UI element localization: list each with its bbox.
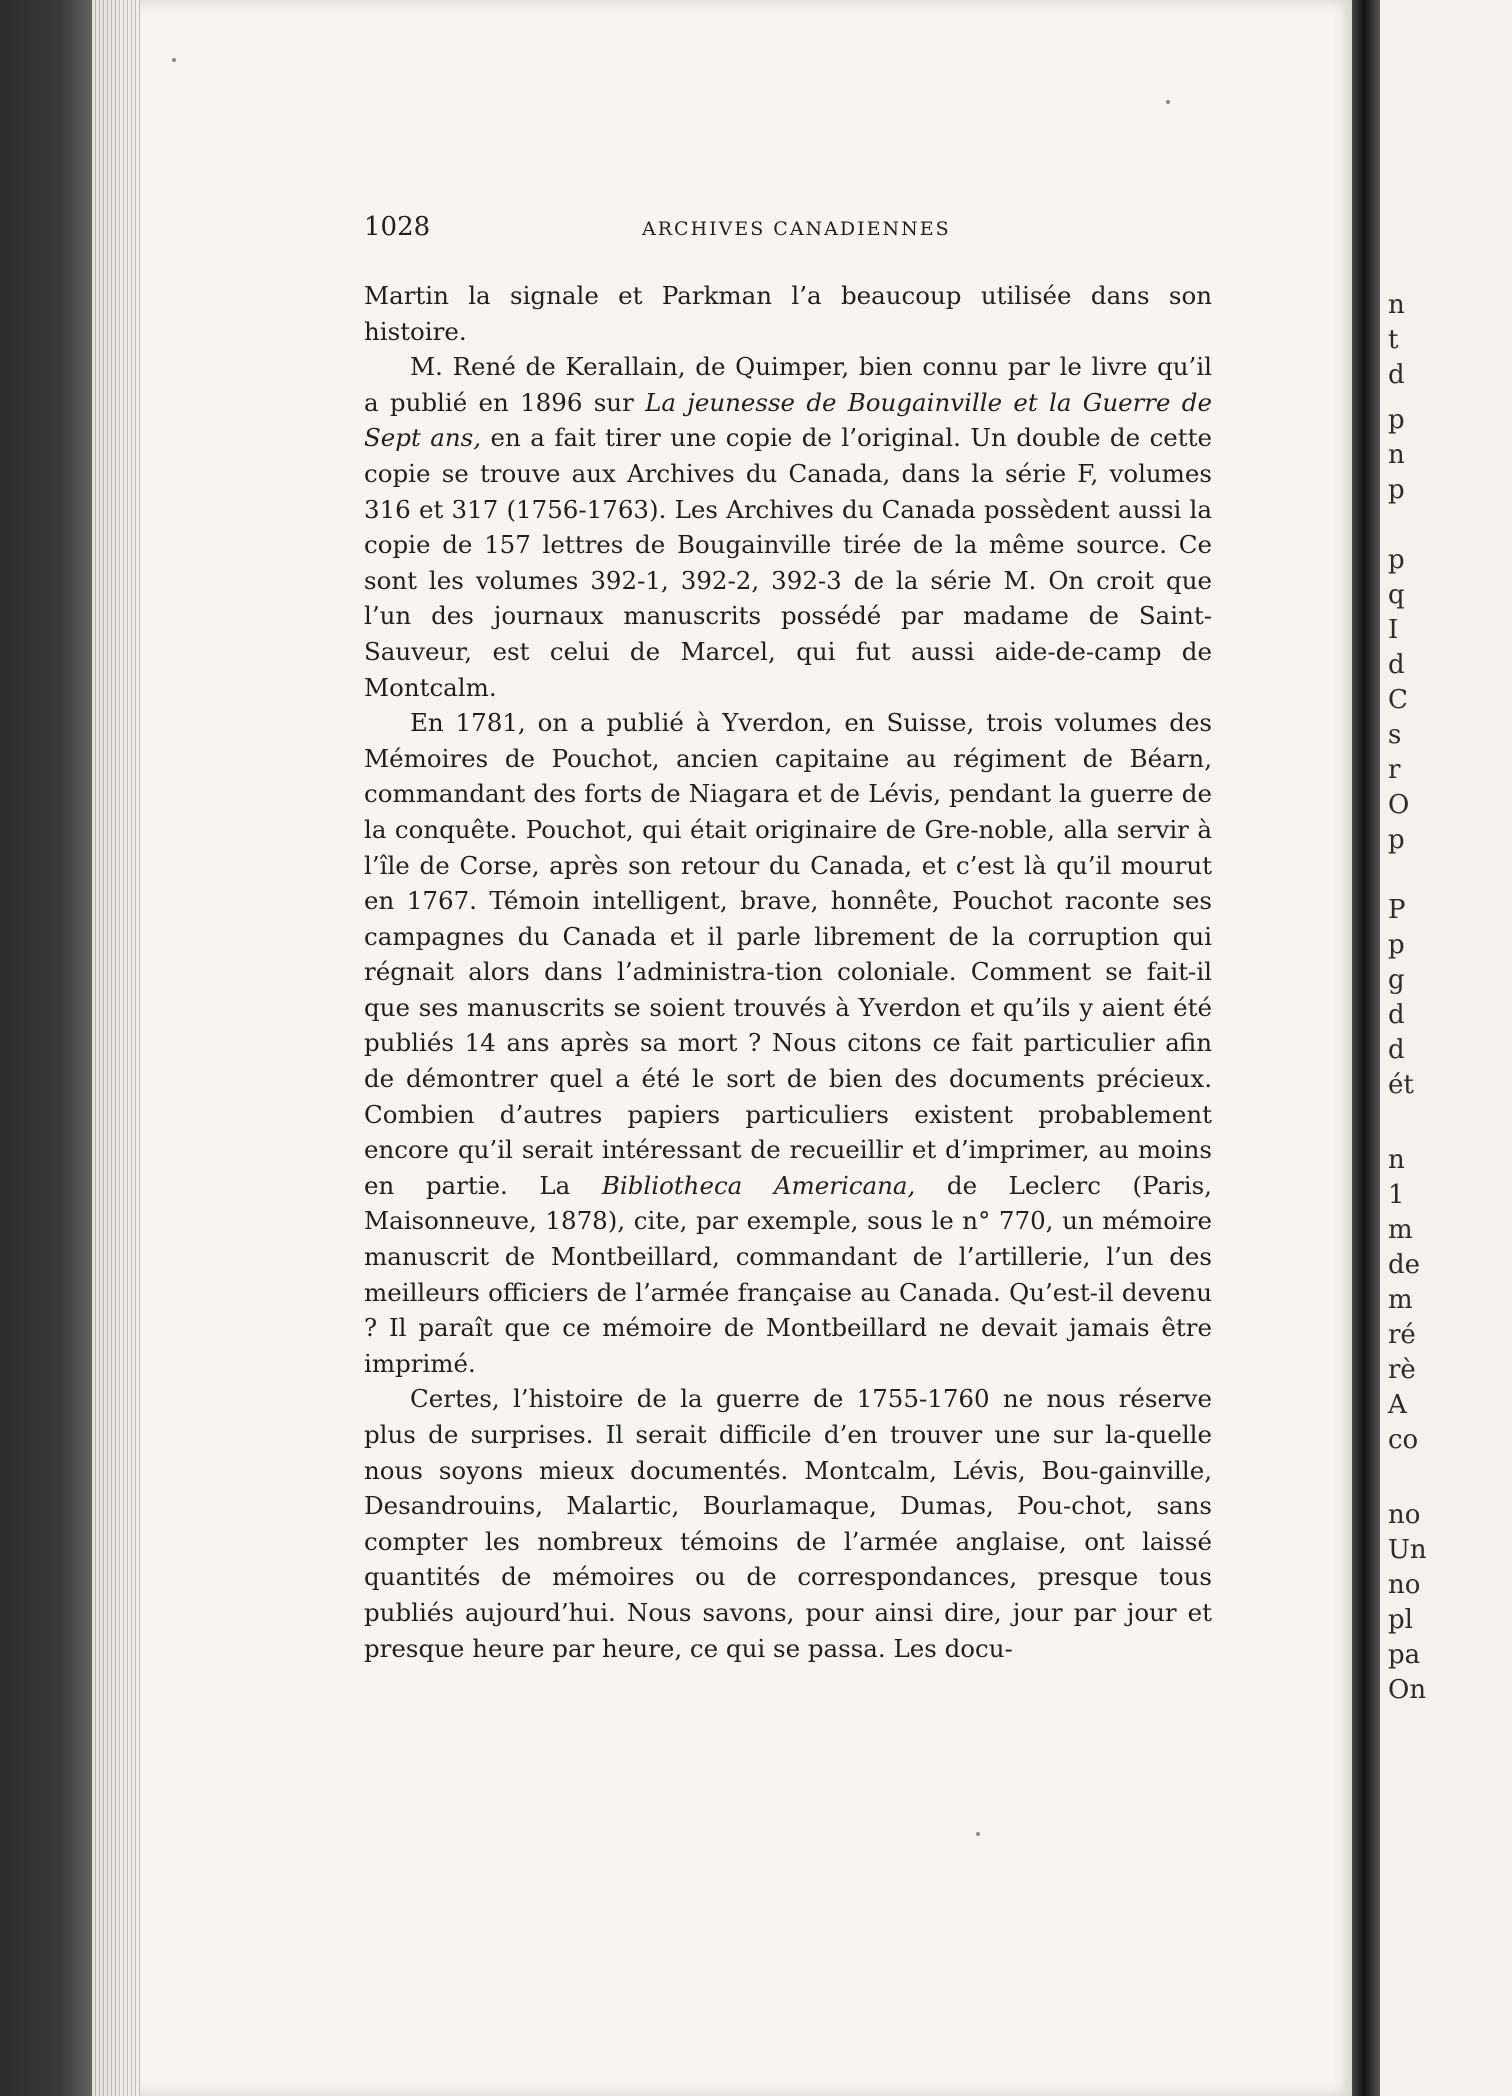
facing-page-fragment: P (1388, 895, 1406, 925)
scan-speck (172, 58, 176, 62)
facing-page-fragment: d (1388, 650, 1405, 680)
facing-page-fragment: C (1388, 685, 1408, 715)
facing-page-fragment: 1 (1388, 1180, 1405, 1210)
facing-page-fragment: p (1388, 475, 1405, 505)
facing-page-fragment: n (1388, 1145, 1405, 1175)
facing-page-fragment: I (1388, 615, 1399, 645)
facing-page-fragment: O (1388, 790, 1410, 820)
scan-speck (1166, 100, 1170, 104)
facing-page-fragment: p (1388, 545, 1405, 575)
italic-title: La jeunesse de Bougainville et la Guerre de Sept ans, (364, 387, 1212, 453)
facing-page-fragment: A (1388, 1390, 1407, 1420)
text-run: Martin la signale et Parkman l’a beaucoup utilisée dans son histoire. (364, 281, 1212, 346)
facing-page-fragment: m (1388, 1215, 1413, 1245)
facing-page-fragment: pa (1388, 1640, 1421, 1670)
paragraph (364, 705, 1212, 1381)
facing-page-fragment: no (1388, 1570, 1421, 1600)
book-gutter (1352, 0, 1380, 2096)
facing-page-fragment: p (1388, 825, 1405, 855)
text-run: Certes, l’histoire de la guerre de 1755-1760 ne nous réserve plus de surprises. Il serait difficile d’en trouver une sur la-quelle nous soyons mieux documentés. Montcalm, Lévis, Bou-gainville, Desandrouins, Malartic, Bourlamaque, Dumas, Pou-chot, sans compter les nombreux témoins de l’armée anglaise, ont laissé quantités de mémoires ou de correspondances, presque tous publiés aujourd’hui. Nous savons, pour ainsi dire, jour par jour et presque heure par heure, ce qui se passa. Les docu- (364, 1384, 1212, 1663)
paragraph (364, 1381, 1212, 1666)
facing-page-fragment: d (1388, 1035, 1405, 1065)
text-run: en a fait tirer une copie de l’original. Un double de cette copie se trouve aux Archives du Canada, dans la série F, volumes 316 et 317 (1756-1763). Les Archives du Canada possèdent aussi la copie de 157 lettres de Bougainville tirée de la même source. Ce sont les volumes 392-1, 392-2, 392-3 de la série M. On croit que l’un des journaux manuscrits possédé par madame de Saint-Sauveur, est celui de Marcel, qui fut aussi aide-de-camp de Montcalm. (364, 423, 1212, 702)
text-run: de Leclerc (Paris, Maisonneuve, 1878), cite, par exemple, sous le n° 770, un mémoire manuscrit de Montbeillard, commandant de l’artillerie, l’un des meilleurs officiers de l’armée française au Canada. Qu’est-il devenu ? Il paraît que ce mémoire de Montbeillard ne devait jamais être imprimé. (364, 1170, 1212, 1378)
facing-page-fragment: ré (1388, 1320, 1416, 1350)
paragraph (364, 278, 1212, 349)
facing-page-fragment: q (1388, 580, 1405, 610)
facing-page-fragment: Un (1388, 1535, 1427, 1565)
facing-page-fragment: s (1388, 720, 1402, 750)
facing-page-fragment: d (1388, 1000, 1405, 1030)
facing-page-fragment: g (1388, 965, 1405, 995)
facing-page-edge (1380, 0, 1512, 2096)
page-content (364, 212, 1212, 1666)
italic-title: Bibliotheca Americana, (601, 1170, 916, 1200)
facing-page-fragment: n (1388, 290, 1405, 320)
facing-page-fragment: pl (1388, 1605, 1413, 1635)
text-run: M. René de Kerallain, de Quimper, bien connu par le livre qu’il a publié en 1896 sur (364, 352, 1212, 417)
facing-page-fragment: rè (1388, 1355, 1416, 1385)
facing-page-fragment: p (1388, 930, 1405, 960)
facing-page-fragment: p (1388, 405, 1405, 435)
text-run: En 1781, on a publié à Yverdon, en Suisse, trois volumes des Mémoires de Pouchot, ancien capitaine au régiment de Béarn, commandant des forts de Niagara et de Lévis, pendant la guerre de la conquête. Pouchot, qui était originaire de Gre-noble, alla servir à l’île de Corse, après son retour du Canada, et c’est là qu’il mourut en 1767. Témoin intelligent, brave, honnête, Pouchot raconte ses campagnes du Canada et il parle librement de la corruption qui régnait alors dans l’administra-tion coloniale. Comment se fait-il que ses manuscrits se soient trouvés à Yverdon et qu’ils y aient été publiés 14 ans après sa mort ? Nous citons ce fait particulier afin de démontrer quel a été le sort de bien des documents précieux. Combien d’autres papiers particuliers existent probablement encore qu’il serait intéressant de recueillir et d’imprimer, au moins en partie. La (364, 708, 1212, 1200)
running-head (364, 212, 1212, 252)
facing-page-fragment: d (1388, 360, 1405, 390)
facing-page-fragment: On (1388, 1675, 1427, 1705)
running-title: ARCHIVES CANADIENNES (642, 218, 951, 240)
facing-page-fragment: de (1388, 1250, 1421, 1280)
facing-page-fragment: r (1388, 755, 1401, 785)
paragraph (364, 349, 1212, 705)
body-text (364, 278, 1212, 1666)
facing-page-fragment: ét (1388, 1070, 1414, 1100)
scan-speck (976, 1832, 980, 1836)
page-number: 1028 (364, 212, 431, 242)
facing-page-fragment: t (1388, 325, 1399, 355)
facing-page-fragment: m (1388, 1285, 1413, 1315)
facing-page-fragment: co (1388, 1425, 1419, 1455)
facing-page-fragment: n (1388, 440, 1405, 470)
facing-page-fragment: no (1388, 1500, 1421, 1530)
